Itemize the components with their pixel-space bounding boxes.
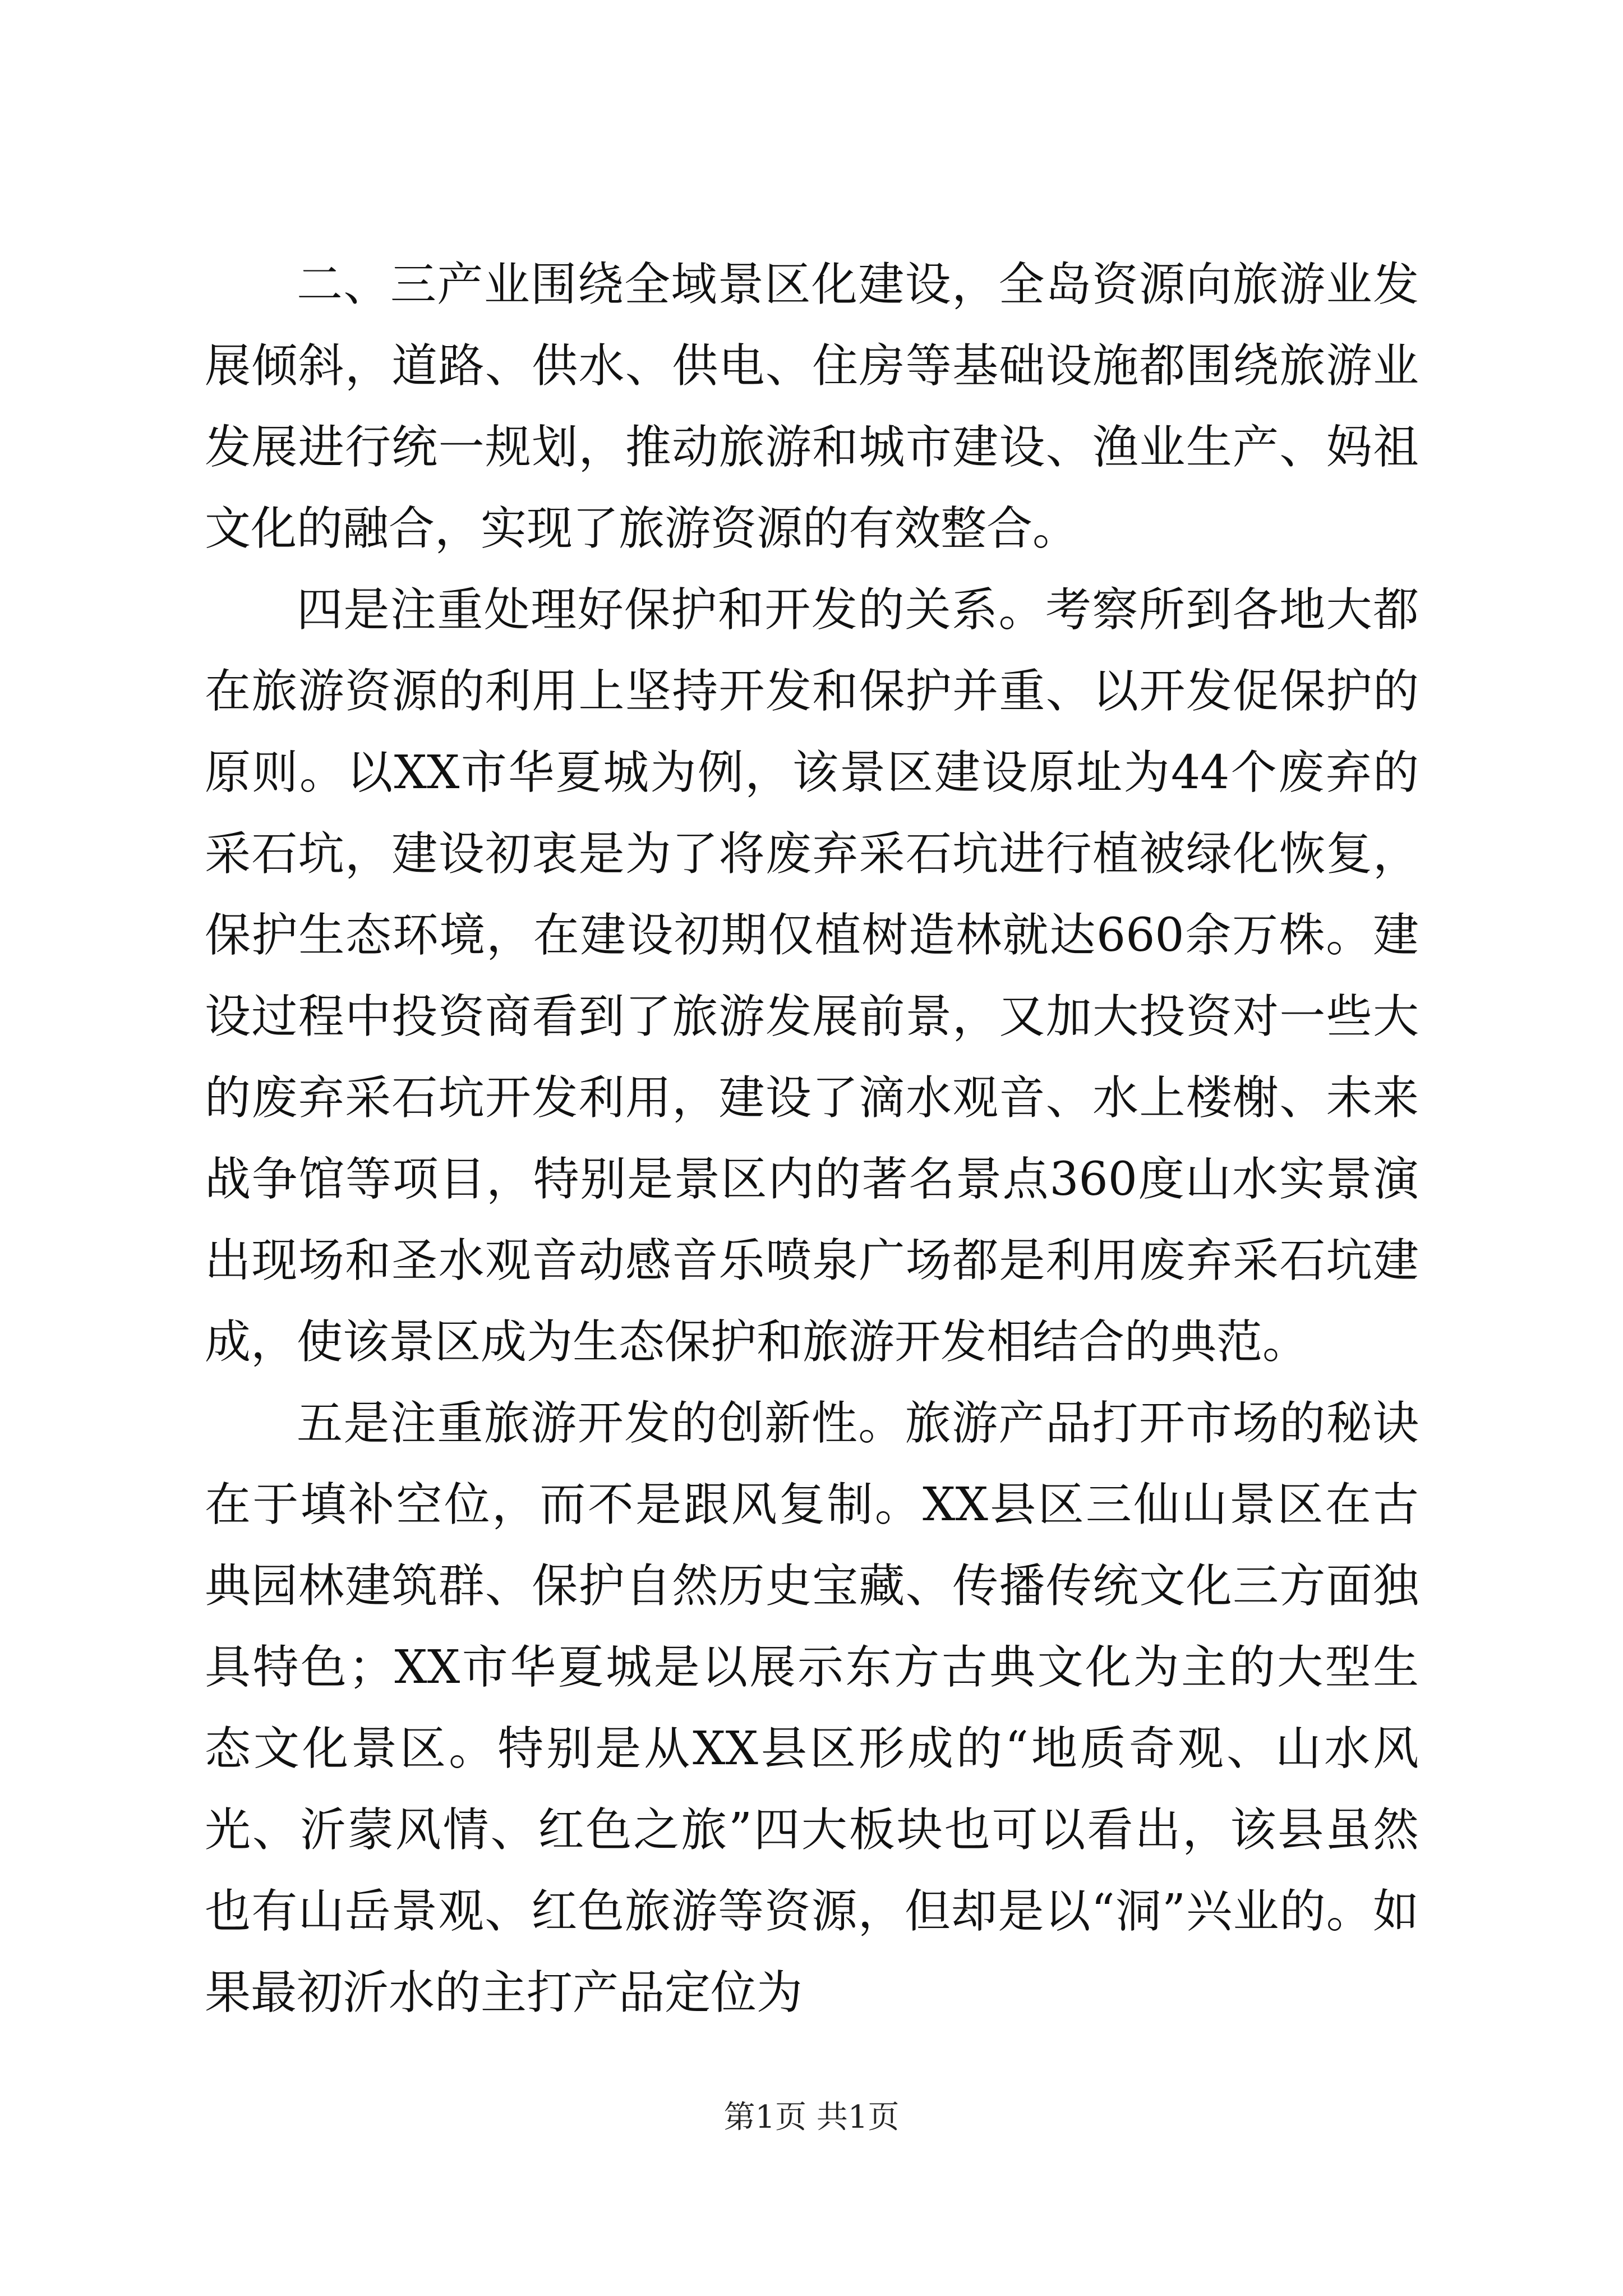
paragraph-2: 四是注重处理好保护和开发的关系。考察所到各地大都在旅游资源的利用上坚持开发和保护并重、以开发促保护的原则。以XX市华夏城为例，该景区建设原址为44个废弃的采石坑，建设初衷是为了将废弃采石坑进行植被绿化恢复，保护生态环境，在建设初期仅植树造林就达660余万株。建设过程中投资商看到了旅游发展前景，又加大投资对一些大的废弃采石坑开发利用，建设了滴水观音、水上楼榭、未来战争馆等项目，特别是景区内的著名景点360度山水实景演出现场和圣水观音动感音乐喷泉广场都是利用废弃采石坑建成，使该景区成为生态保护和旅游开发相结合的典范。	[205, 583, 1419, 1369]
page-footer: 第1页 共1页	[723, 2099, 900, 2136]
paragraph-3: 五是注重旅游开发的创新性。旅游产品打开市场的秘诀在于填补空位，而不是跟风复制。XX县区三仙山景区在古典园林建筑群、保护自然历史宝藏、传播传统文化三方面独具特色；XX市华夏城是以展示东方古典文化为主的大型生态文化景区。特别是从XX县区形成的“地质奇观、山水风光、沂蒙风情、红色之旅”四大板块也可以看出，该县虽然也有山岳景观、红色旅游等资源，但却是以“洞”兴业的。如果最初沂水的主打产品定位为	[205, 1397, 1419, 2019]
document-body	[205, 244, 1419, 2033]
paragraph-1: 二、三产业围绕全域景区化建设，全岛资源向旅游业发展倾斜，道路、供水、供电、住房等基础设施都围绕旅游业发展进行统一规划，推动旅游和城市建设、渔业生产、妈祖文化的融合，实现了旅游资源的有效整合。	[205, 258, 1419, 555]
